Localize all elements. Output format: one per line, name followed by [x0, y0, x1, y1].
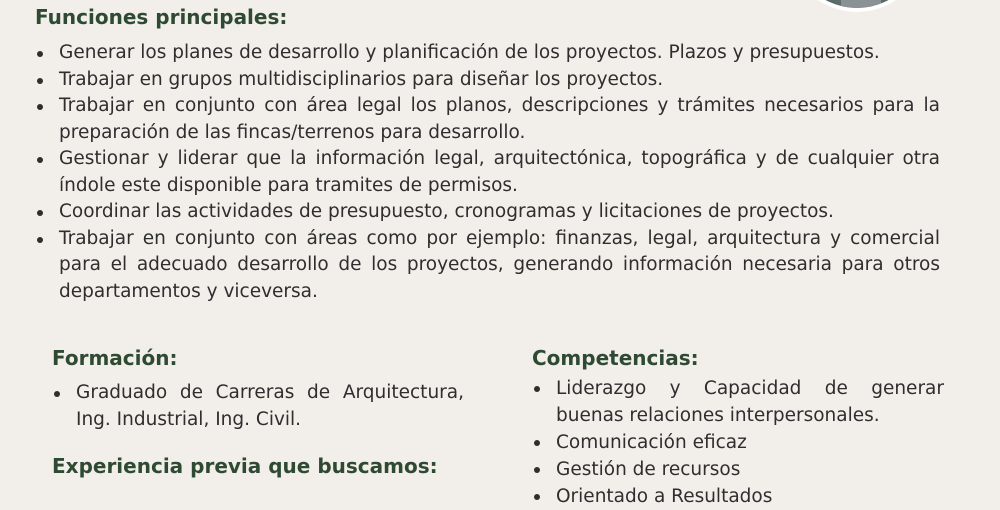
funciones-item: Generar los planes de desarrollo y planificación de los proyectos. Plazos y presupuestos.	[35, 40, 940, 67]
funciones-item: Gestionar y liderar que la información legal, arquitectónica, topográfica y de cualquier otra índole este disponible para tramites de permisos.	[35, 146, 940, 199]
header-photo	[782, 0, 932, 12]
competencias-item: Liderazgo y Capacidad de generar buenas relaciones interpersonales.	[532, 375, 944, 429]
experiencia-heading: Experiencia previa que buscamos:	[52, 454, 438, 478]
funciones-list	[35, 40, 940, 305]
competencias-heading: Competencias:	[532, 346, 699, 370]
competencias-item: Comunicación eficaz	[532, 429, 944, 456]
formacion-list	[52, 380, 464, 433]
funciones-heading: Funciones principales:	[35, 5, 288, 29]
funciones-item: Trabajar en conjunto con áreas como por ejemplo: finanzas, legal, arquitectura y comercial para el adecuado desarrollo de los proyectos, generando información necesaria para otros departamentos y viceversa.	[35, 226, 940, 306]
funciones-item: Trabajar en grupos multidisciplinarios para diseñar los proyectos.	[35, 67, 940, 94]
funciones-item: Trabajar en conjunto con área legal los planos, descripciones y trámites necesarios para la preparación de las fincas/terrenos para desarrollo.	[35, 93, 940, 146]
formacion-item: Graduado de Carreras de Arquitectura, Ing. Industrial, Ing. Civil.	[52, 380, 464, 433]
competencias-item: Gestión de recursos	[532, 456, 944, 483]
funciones-item: Coordinar las actividades de presupuesto, cronogramas y licitaciones de proyectos.	[35, 199, 940, 226]
formacion-heading: Formación:	[52, 346, 178, 370]
competencias-list	[532, 375, 944, 510]
photo-road-detail	[841, 0, 881, 8]
competencias-item: Orientado a Resultados	[532, 483, 944, 510]
